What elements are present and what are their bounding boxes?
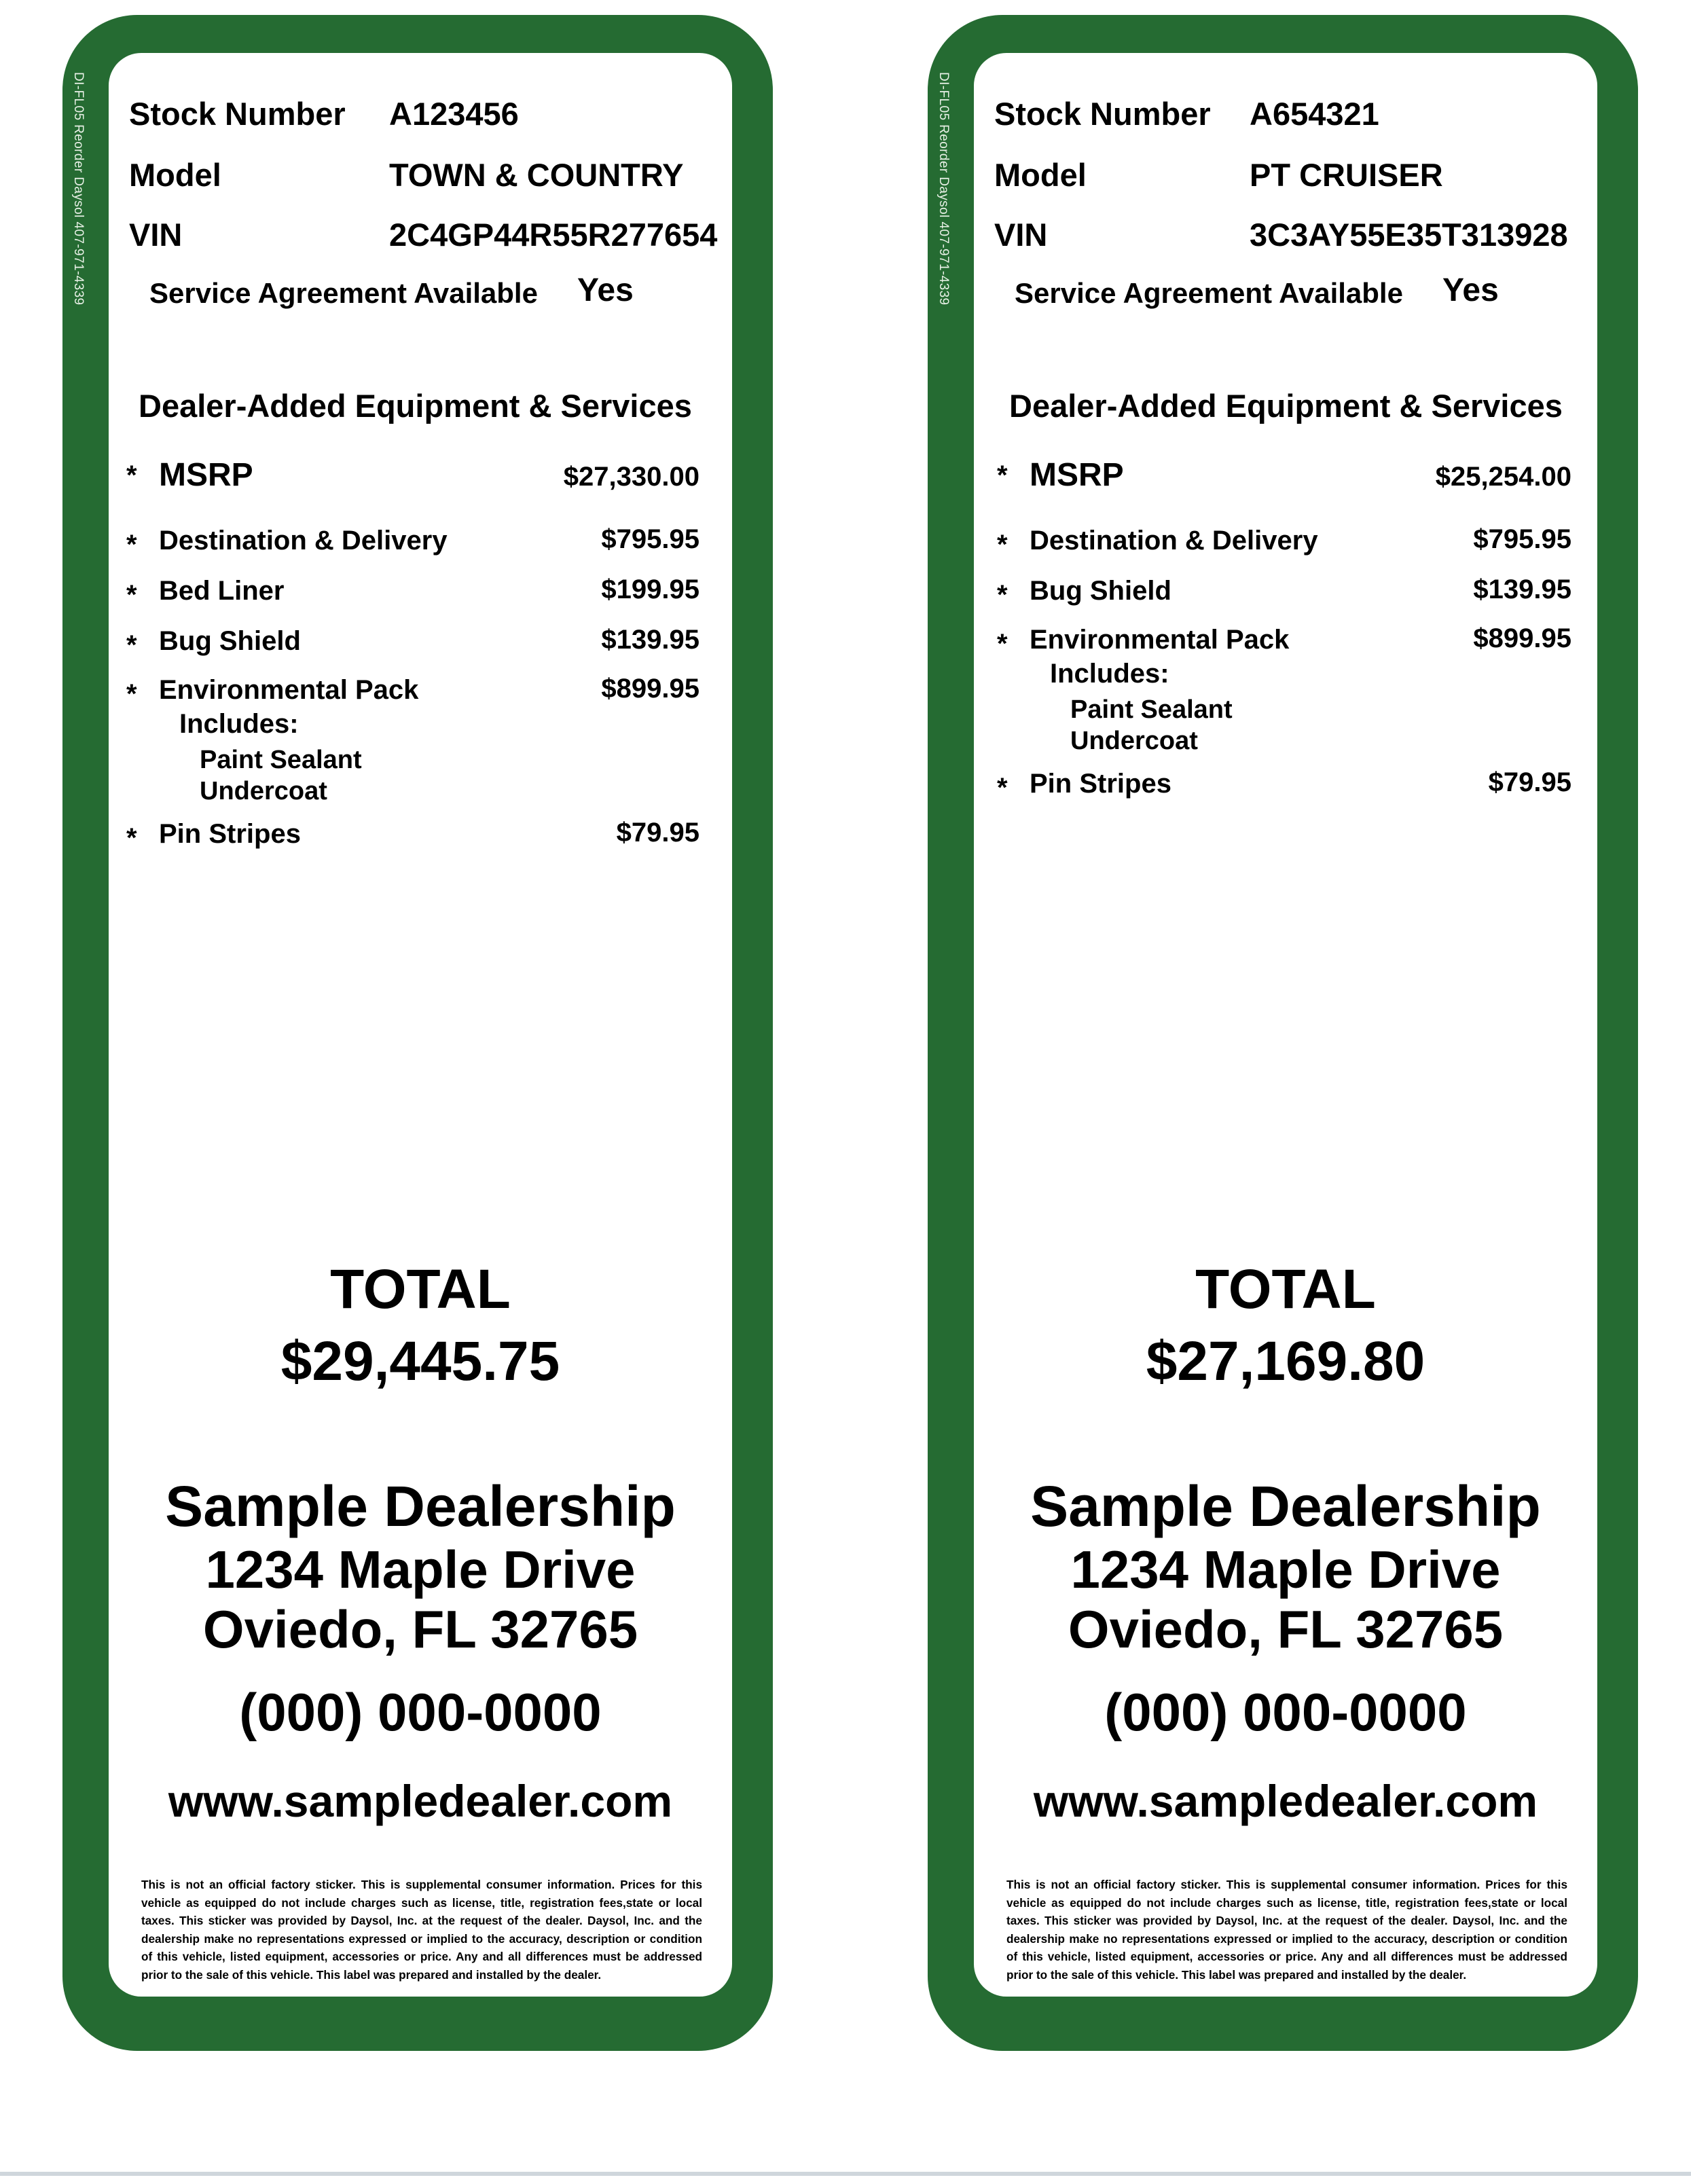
included-item: Paint Sealant: [200, 746, 362, 774]
item-star: *: [126, 460, 137, 490]
item-price: $139.95: [601, 625, 699, 655]
item-price: $199.95: [601, 575, 699, 604]
vin-value: 2C4GP44R55R277654: [389, 217, 718, 253]
includes-label: Includes:: [1050, 659, 1169, 689]
stock-number-label: Stock Number: [994, 96, 1211, 132]
includes-label: Includes:: [179, 709, 299, 739]
dealer-street: 1234 Maple Drive: [1070, 1540, 1501, 1599]
dealer-phone: (000) 000-0000: [1104, 1682, 1467, 1742]
item-star: *: [126, 580, 137, 610]
item-star: *: [997, 460, 1008, 490]
item-star: *: [997, 530, 1008, 560]
service-agreement-value: Yes: [577, 272, 634, 308]
dealer-name: Sample Dealership: [1030, 1474, 1541, 1538]
stock-number-label: Stock Number: [129, 96, 346, 132]
dealer-website: www.sampledealer.com: [168, 1776, 673, 1826]
item-label: Destination & Delivery: [1030, 526, 1318, 556]
model-label: Model: [994, 157, 1087, 193]
msrp-value: $25,254.00: [1435, 462, 1571, 492]
section-title: Dealer-Added Equipment & Services: [139, 388, 692, 424]
item-star: *: [126, 823, 137, 853]
dealer-name: Sample Dealership: [165, 1474, 676, 1538]
msrp-label: MSRP: [1030, 457, 1124, 493]
item-label: Destination & Delivery: [159, 526, 448, 556]
item-label: Pin Stripes: [159, 819, 301, 849]
sticker-panel: [109, 53, 732, 1997]
dealer-street: 1234 Maple Drive: [205, 1540, 636, 1599]
item-price: $139.95: [1473, 575, 1571, 604]
vin-value: 3C3AY55E35T313928: [1250, 217, 1568, 253]
item-label: Environmental Pack: [1030, 625, 1290, 655]
model-value: PT CRUISER: [1250, 157, 1443, 193]
item-label: Environmental Pack: [159, 675, 419, 705]
msrp-value: $27,330.00: [563, 462, 699, 492]
window-sticker-left: DI-FL05 Reorder Daysol 407-971-4339 Stock Number A123456 Model TOWN & COUNTRY VIN 2C4GP44R55R277654 Service Agreement Available Yes Dealer-Added Equipment & Services * MSRP $27,330.00 * Destination & Delivery $795.95 * Bed Liner $199.95 * Bug Shield $139.95 * Environmental Pack $899.95 Includes: Paint Sealant Undercoat * Pin Stripes $79.95 TOTAL $29,445.75 Sample Dealership 1234 Maple Drive Oviedo, FL 32765 (000) 000-0000 www.sampledealer.com This is not an official factory sticker. This is supplemental consumer information. Prices for this vehicle as equipped do not include charges such as license, title, registration fees,state or local taxes. This sticker was provided by Daysol, Inc. at the request of the dealer. Daysol, Inc. and the dealership make no representations expressed or implied to the accuracy, description or condition of this vehicle, listed equipment, accessories or price. Any and all differences must be addressed prior to the sale of this vehicle. This label was prepared and installed by the dealer.: [62, 15, 773, 2051]
disclaimer-text: This is not an official factory sticker. This is supplemental consumer information. Prices for this vehicle as equipped do not include charges such as license, title, registration fees,state or local taxes. This sticker was provided by Daysol, Inc. at the request of the dealer. Daysol, Inc. and the dealership make no representations expressed or implied to the accuracy, description or condition of this vehicle, listed equipment, accessories or price. Any and all differences must be addressed prior to the sale of this vehicle. This label was prepared and installed by the dealer.: [1006, 1878, 1567, 1982]
total-label: TOTAL: [330, 1258, 511, 1320]
window-sticker-right: DI-FL05 Reorder Daysol 407-971-4339 Stock Number A654321 Model PT CRUISER VIN 3C3AY55E35T313928 Service Agreement Available Yes Dealer-Added Equipment & Services * MSRP $25,254.00 * Destination & Delivery $795.95 * Bug Shield $139.95 * Environmental Pack $899.95 Includes: Paint Sealant Undercoat * Pin Stripes $79.95 TOTAL $27,169.80 Sample Dealership 1234 Maple Drive Oviedo, FL 32765 (000) 000-0000 www.sampledealer.com This is not an official factory sticker. This is supplemental consumer information. Prices for this vehicle as equipped do not include charges such as license, title, registration fees,state or local taxes. This sticker was provided by Daysol, Inc. at the request of the dealer. Daysol, Inc. and the dealership make no representations expressed or implied to the accuracy, description or condition of this vehicle, listed equipment, accessories or price. Any and all differences must be addressed prior to the sale of this vehicle. This label was prepared and installed by the dealer.: [928, 15, 1638, 2051]
total-value: $29,445.75: [280, 1330, 560, 1392]
total-label: TOTAL: [1195, 1258, 1376, 1320]
service-agreement-label: Service Agreement Available: [1015, 277, 1403, 309]
vin-label: VIN: [129, 217, 183, 253]
service-agreement-value: Yes: [1442, 272, 1499, 308]
dealer-city: Oviedo, FL 32765: [202, 1599, 638, 1659]
item-star: *: [997, 773, 1008, 803]
service-agreement-label: Service Agreement Available: [149, 277, 538, 309]
item-price: $79.95: [616, 818, 699, 848]
dealer-city: Oviedo, FL 32765: [1068, 1599, 1504, 1659]
page-bottom-rule: [0, 2172, 1691, 2176]
item-price: $899.95: [1473, 623, 1571, 653]
item-label: Bug Shield: [159, 626, 301, 656]
vin-label: VIN: [994, 217, 1048, 253]
model-label: Model: [129, 157, 221, 193]
disclaimer-text: This is not an official factory sticker. This is supplemental consumer information. Prices for this vehicle as equipped do not include charges such as license, title, registration fees,state or local taxes. This sticker was provided by Daysol, Inc. at the request of the dealer. Daysol, Inc. and the dealership make no representations expressed or implied to the accuracy, description or condition of this vehicle, listed equipment, accessories or price. Any and all differences must be addressed prior to the sale of this vehicle. This label was prepared and installed by the dealer.: [141, 1878, 702, 1982]
stock-number-value: A123456: [389, 96, 519, 132]
section-title: Dealer-Added Equipment & Services: [1009, 388, 1563, 424]
item-label: Pin Stripes: [1030, 769, 1171, 799]
item-price: $795.95: [1473, 524, 1571, 554]
included-item: Paint Sealant: [1070, 695, 1233, 724]
sticker-panel: [974, 53, 1597, 1997]
item-star: *: [126, 530, 137, 560]
item-star: *: [997, 580, 1008, 610]
item-price: $899.95: [601, 674, 699, 704]
item-price: $795.95: [601, 524, 699, 554]
included-item: Undercoat: [1070, 727, 1198, 755]
included-item: Undercoat: [200, 777, 327, 805]
item-star: *: [126, 679, 137, 709]
item-star: *: [997, 629, 1008, 659]
msrp-label: MSRP: [159, 457, 253, 493]
item-price: $79.95: [1488, 767, 1571, 797]
item-label: Bed Liner: [159, 576, 285, 606]
stock-number-value: A654321: [1250, 96, 1379, 132]
dealer-website: www.sampledealer.com: [1033, 1776, 1538, 1826]
item-star: *: [126, 630, 137, 660]
dealer-phone: (000) 000-0000: [239, 1682, 602, 1742]
item-label: Bug Shield: [1030, 576, 1171, 606]
total-value: $27,169.80: [1146, 1330, 1425, 1392]
model-value: TOWN & COUNTRY: [389, 157, 684, 193]
